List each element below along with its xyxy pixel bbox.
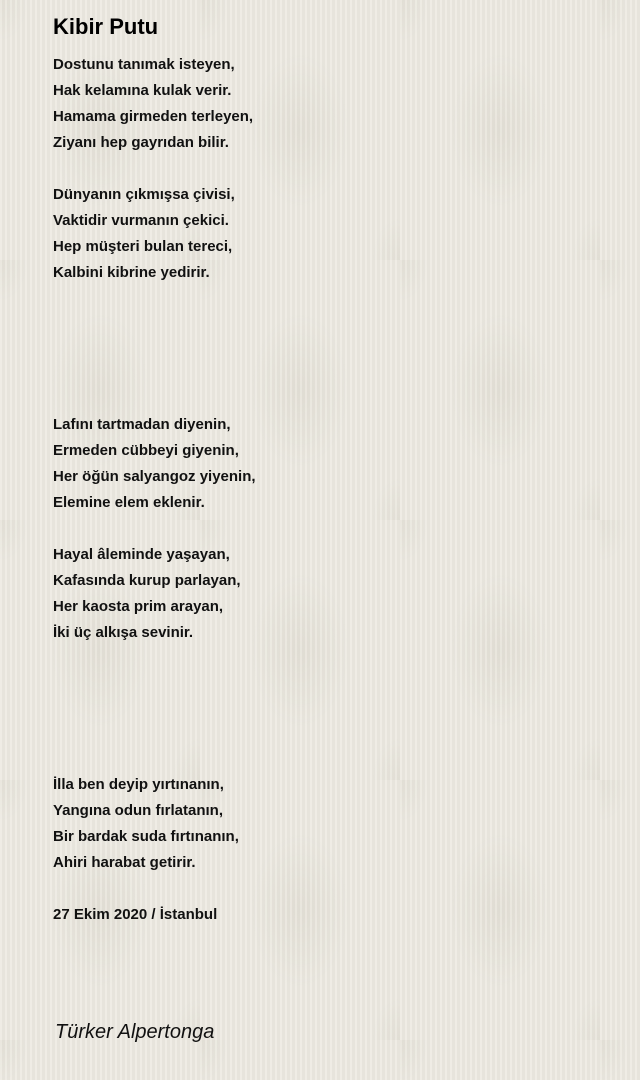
poem-title: Kibir Putu <box>53 14 159 39</box>
stanza-2 <box>53 182 235 286</box>
poem-line: Dünyanın çıkmışsa çivisi, <box>53 186 235 203</box>
poem-author: Türker Alpertonga <box>55 1021 215 1043</box>
poem-line: Hep müşteri bulan tereci, <box>53 238 233 255</box>
poem-line: İlla ben deyip yırtınanın, <box>53 776 224 793</box>
stanza-5 <box>53 772 239 876</box>
poem-line: Ahiri harabat getirir. <box>53 854 196 871</box>
poem-line: Hayal âleminde yaşayan, <box>53 546 230 563</box>
poem-line: Dostunu tanımak isteyen, <box>53 56 235 73</box>
poem-line: Kafasında kurup parlayan, <box>53 572 241 589</box>
poem-line: Hamama girmeden terleyen, <box>53 108 254 125</box>
stanza-1 <box>53 52 253 156</box>
poem-line: Ermeden cübbeyi giyenin, <box>53 442 239 459</box>
poem-line: Her öğün salyangoz yiyenin, <box>53 468 256 485</box>
poem-line: Yangına odun fırlatanın, <box>53 802 224 819</box>
stanza-3 <box>53 412 256 516</box>
poem-line: Kalbini kibrine yedirir. <box>53 264 210 281</box>
poem-line: Vaktidir vurmanın çekici. <box>53 212 229 229</box>
poem-line: Elemine elem eklenir. <box>53 494 205 511</box>
poem-line: Bir bardak suda fırtınanın, <box>53 828 239 845</box>
poem-line: Her kaosta prim arayan, <box>53 598 224 615</box>
stanza-4 <box>53 542 241 646</box>
poem-date-place: 27 Ekim 2020 / İstanbul <box>53 906 218 923</box>
poem-line: Hak kelamına kulak verir. <box>53 82 232 99</box>
poem-line: Ziyanı hep gayrıdan bilir. <box>53 134 229 151</box>
poem-line: Lafını tartmadan diyenin, <box>53 416 231 433</box>
poem-line: İki üç alkışa sevinir. <box>53 624 194 641</box>
